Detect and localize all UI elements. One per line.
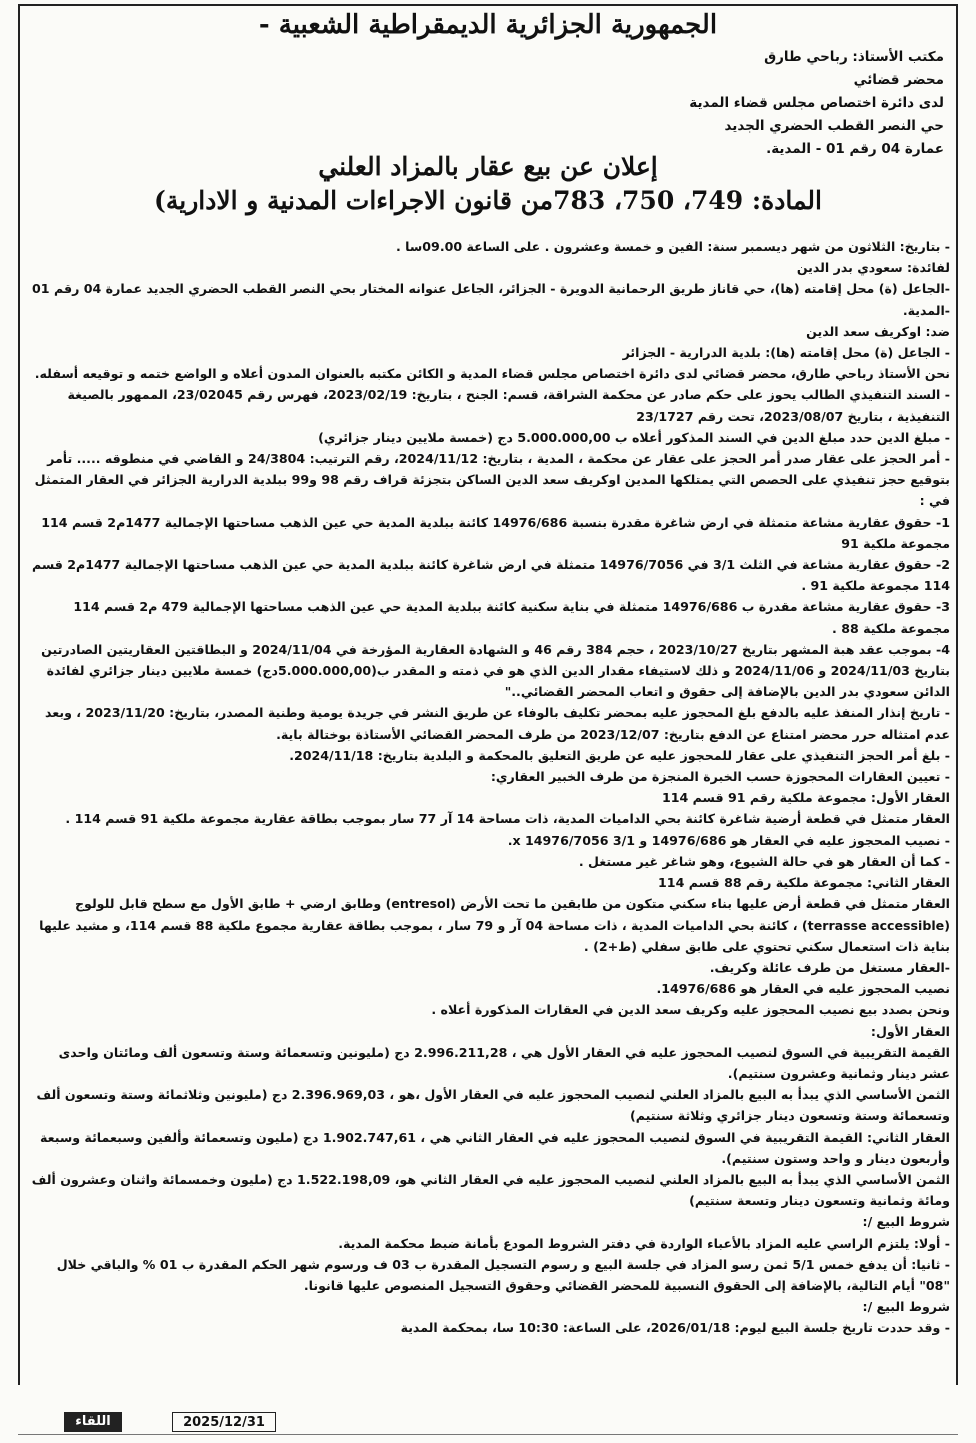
- office-line: محضر قضائي: [853, 72, 944, 88]
- body-paragraph: - بتاريخ: الثلاثون من شهر ديسمبر سنة: الفين و خمسة وعشرون . على الساعة 09.00سا .: [396, 239, 950, 254]
- footer-divider: [18, 1434, 958, 1435]
- body-paragraph: ضد: اوكريف سعد الدين: [806, 323, 950, 339]
- body-paragraph: - تعيين العقارات المحجوزة حسب الخبرة المنجزة من طرف الخبير العقاري:: [490, 769, 950, 785]
- body-paragraph: العقار متمثل في قطعة أرضية شاغرة كائنة بحي الداميات المدية، ذات مساحة 14 آر 77 سار بموجب بطاقة عقارية مجموعة ملكية 91 قسم 114 .: [65, 811, 950, 827]
- body-paragraph: نصيب المحجوز عليه في العقار هو 14976/686.: [656, 981, 950, 997]
- body-paragraph: العقار الأول:: [870, 1023, 950, 1039]
- announcement-body: [26, 236, 950, 1339]
- body-paragraph: 4- بموجب عقد هبة المشهر بتاريخ 2023/10/27 ، حجم 384 رقم 46 و الشهادة العقارية المؤرخة في 2024/11/04 و البطاقتين العقاريتين الصادرتين بتاريخ 2024/11/03 و 2024/11/06 و ذلك لاستيفاء مقدار الدين الذي هو في ذمته و المقدر ب(5.000.000,00دج) خمسة ملايين دينار جزائري لفائدة الدائن سعودي بدر الدين بالإضافة إلى حقوق و اتعاب المحضر القضائي..": [41, 641, 950, 700]
- body-paragraph: - نصيب المحجوز عليه في العقار هو 14976/686 و 3/1 x 14976/7056.: [507, 832, 950, 848]
- announcement-subtitle: المادة: 749، 750، 783من قانون الاجراءات المدنية و الادارية): [154, 186, 822, 215]
- left-border: [18, 4, 20, 1385]
- office-line: عمارة 04 رقم 01 - المدية.: [766, 141, 944, 157]
- body-paragraph: -الجاعل (ة) محل إقامته (ها)، حي قاناز طريق الرحمانية الدويرة - الجزائر، الجاعل عنوانه المختار بحي النصر القطب الحضري الجديد عمارة 04 رقم 01 -المدية.: [32, 281, 950, 318]
- body-paragraph: - السند التنفيذي الطالب يحوز على حكم صادر عن محكمة الشراقة، قسم: الجنح ، بتاريخ: 2023/02/19، فهرس رقم 23/02045، الممهور بالصيغة التنفيذية ، بتاريخ 2023/08/07، تحت رقم 23/1727: [67, 387, 950, 424]
- body-paragraph: العقار متمثل في قطعة أرض عليها بناء سكني متكون من طابقين ما تحت الأرض (entresol) وطابق ارضي + طابق الأول مع سطح قابل للولوج (terrasse accessible) ، كائنة بحي الداميات المدية ، ذات مساحة 04 آر و 79 سار ، بموجب بطاقة عقارية مجموع ملكية 88 قسم 114، و مشيد عليها بناية ذات استعمال سكني تحتوي على طابق سفلي (ط+2) .: [39, 896, 950, 954]
- body-paragraph: ونحن بصدد بيع نصيب المحجوز عليه وكريف سعد الدين في العقارات المذكورة أعلاه .: [431, 1002, 950, 1018]
- body-paragraph: العقار الثاني: مجموعة ملكية رقم 88 قسم 114: [658, 875, 950, 891]
- body-paragraph: - وقد حددت تاريخ جلسة البيع ليوم: 2026/01/18، على الساعة: 10:30 سا، بمحكمة المدية: [400, 1320, 950, 1336]
- publication-label: اللقاء: [64, 1412, 122, 1432]
- body-paragraph: - ثانيا: أن يدفع خمس 5/1 ثمن رسو المزاد في جلسة البيع و رسوم التسجيل المقدرة ب 03 ف ورسوم شهر الحكم المقدرة ب 01 % والباقي خلال "08" أيام التالية، بالإضافة إلى الحقوق النسبية للمحضر القضائي وحقوق التسجيل المنصوص عليها قانونا.: [56, 1256, 950, 1293]
- body-paragraph: لفائدة: سعودي بدر الدين: [796, 260, 950, 276]
- body-paragraph: - مبلغ الدين حدد مبلغ الدين في السند المذكور أعلاه ب 5.000.000,00 دج (خمسة ملايين دينار جزائري): [318, 429, 950, 445]
- footer: [22, 1412, 265, 1434]
- office-info: [524, 46, 944, 161]
- publication-date: 2025/12/31: [172, 1412, 276, 1432]
- office-line: حي النصر القطب الحضري الجديد: [724, 118, 944, 134]
- body-paragraph: الثمن الأساسي الذي يبدأ به البيع بالمزاد العلني لنصيب المحجوز عليه في العقار الثاني هو، 1.522.198,09 دج (مليون وخمسمائة واثنان وعشرون ألف ومائة وثمانية وتسعون دينار وتسعة سنتيم): [31, 1171, 950, 1209]
- body-paragraph: 2- حقوق عقارية مشاعة في الثلث 3/1 في 14976/7056 متمثلة في ارض شاغرة كائنة ببلدية المدية حي عين الذهب مساحتها الإجمالية 1477م2 قسم 114 مجموعة ملكية 91 .: [31, 557, 950, 594]
- body-paragraph: - الجاعل (ة) محل إقامته (ها): بلدية الدرارية - الجزائر: [622, 345, 950, 361]
- office-line: لدى دائرة اختصاص مجلس قضاء المدية: [689, 95, 944, 111]
- body-paragraph: القيمة التقريبية في السوق لنصيب المحجوز عليه في العقار الأول هي ، 2.996.211,28 دج (مليونين وتسعمائة وستة وتسعون ألف ومائتان واحدى عشر دينار وثمانية وعشرون سنتيم).: [58, 1044, 950, 1081]
- body-paragraph: -العقار مستغل من طرف عائلة وكريف.: [709, 959, 950, 975]
- body-paragraph: العقار الثاني: القيمة التقريبية في السوق لنصيب المحجوز عليه في العقار الثاني هي ، 1.902.747,61 دج (مليون وتسعمائة وألفين وسبعمائة وسبعة وأربعون دينار و واحد وستون سنتيم).: [39, 1129, 950, 1166]
- announcement-title: إعلان عن بيع عقار بالمزاد العلني: [318, 152, 658, 181]
- body-paragraph: - كما أن العقار هو في حالة الشيوع، وهو شاغر غير مستغل .: [578, 853, 950, 869]
- body-paragraph: شروط البيع /:: [862, 1214, 950, 1230]
- body-paragraph: 1- حقوق عقارية مشاعة متمثلة في ارض شاغرة مقدرة بنسبة 14976/686 كائنة ببلدية المدية حي عين الذهب مساحتها الإجمالية 1477م2 قسم 114 مجموعة ملكية 91: [41, 514, 950, 551]
- body-paragraph: 3- حقوق عقارية مشاعة مقدرة ب 14976/686 متمثلة في بناية سكنية كائنة ببلدية المدية حي عين الذهب مساحتها الإجمالية 479 م2 قسم 114 مجموعة ملكية 88 .: [73, 599, 950, 636]
- body-paragraph: - أولا: يلتزم الراسي عليه المزاد بالأعباء الواردة في دفتر الشروط المودع بأمانة ضبط محكمة المدية.: [338, 1235, 950, 1251]
- republic-header: - الجمهورية الجزائرية الديمقراطية الشعبية: [258, 10, 718, 40]
- body-paragraph: - بلغ أمر الحجز التنفيذي على عقار للمحجوز عليه عن طريق التعليق بالمحكمة و البلدية بتاريخ: 2024/11/18.: [289, 747, 950, 763]
- body-paragraph: الثمن الأساسي الذي يبدأ به البيع بالمزاد العلني لنصيب المحجوز عليه في العقار الأول ،هو ، 2.396.969,03 دج (مليونين وثلاثمائة وستة وتسعون ألف وتسعمائة وستة وتسعون دينار جزائري وثلاثة سنتيم): [36, 1087, 950, 1124]
- body-paragraph: العقار الأول: مجموعة ملكية رقم 91 قسم 114: [661, 790, 950, 806]
- top-border: [18, 4, 958, 6]
- office-line: مكتب الأستاذ: رباحي طارق: [764, 49, 944, 65]
- body-paragraph: نحن الأستاذ رباحي طارق، محضر قضائي لدى دائرة اختصاص مجلس قضاء المدية و الكائن مكتبه بالعنوان المدون أعلاه و الواضع ختمه و توقيعه أسفله.: [34, 366, 950, 382]
- body-paragraph: - أمر الحجز على عقار صدر أمر الحجز على عقار عن محكمة ، المدية ، بتاريخ: 2024/11/12، رقم الترتيب: 24/3804 و القاضي في منطوقه ..... تأمر بتوقيع حجز تنفيذي على الحصص التي يمتلكها المدين اوكريف سعد الدين الساكن بتجزئة قراف رقم 98 و99 ببلدية الدرارية الجزائر في العقار المتمثل في :: [34, 451, 950, 509]
- right-border: [956, 4, 958, 1385]
- body-paragraph: - تاريخ إنذار المنفذ عليه بالدفع بلغ المحجوز عليه بمحضر تكليف بالوفاء عن طريق النشر في جريدة يومية وطنية المصدر، بتاريخ: 2023/11/20 ، وبعد عدم امتثاله حرر محضر امتناع عن الدفع بتاريخ: 2023/12/07 من طرف المحضر القضائي الأستاذة بوختالة باية.: [44, 705, 950, 742]
- body-paragraph: شروط البيع /:: [862, 1299, 950, 1315]
